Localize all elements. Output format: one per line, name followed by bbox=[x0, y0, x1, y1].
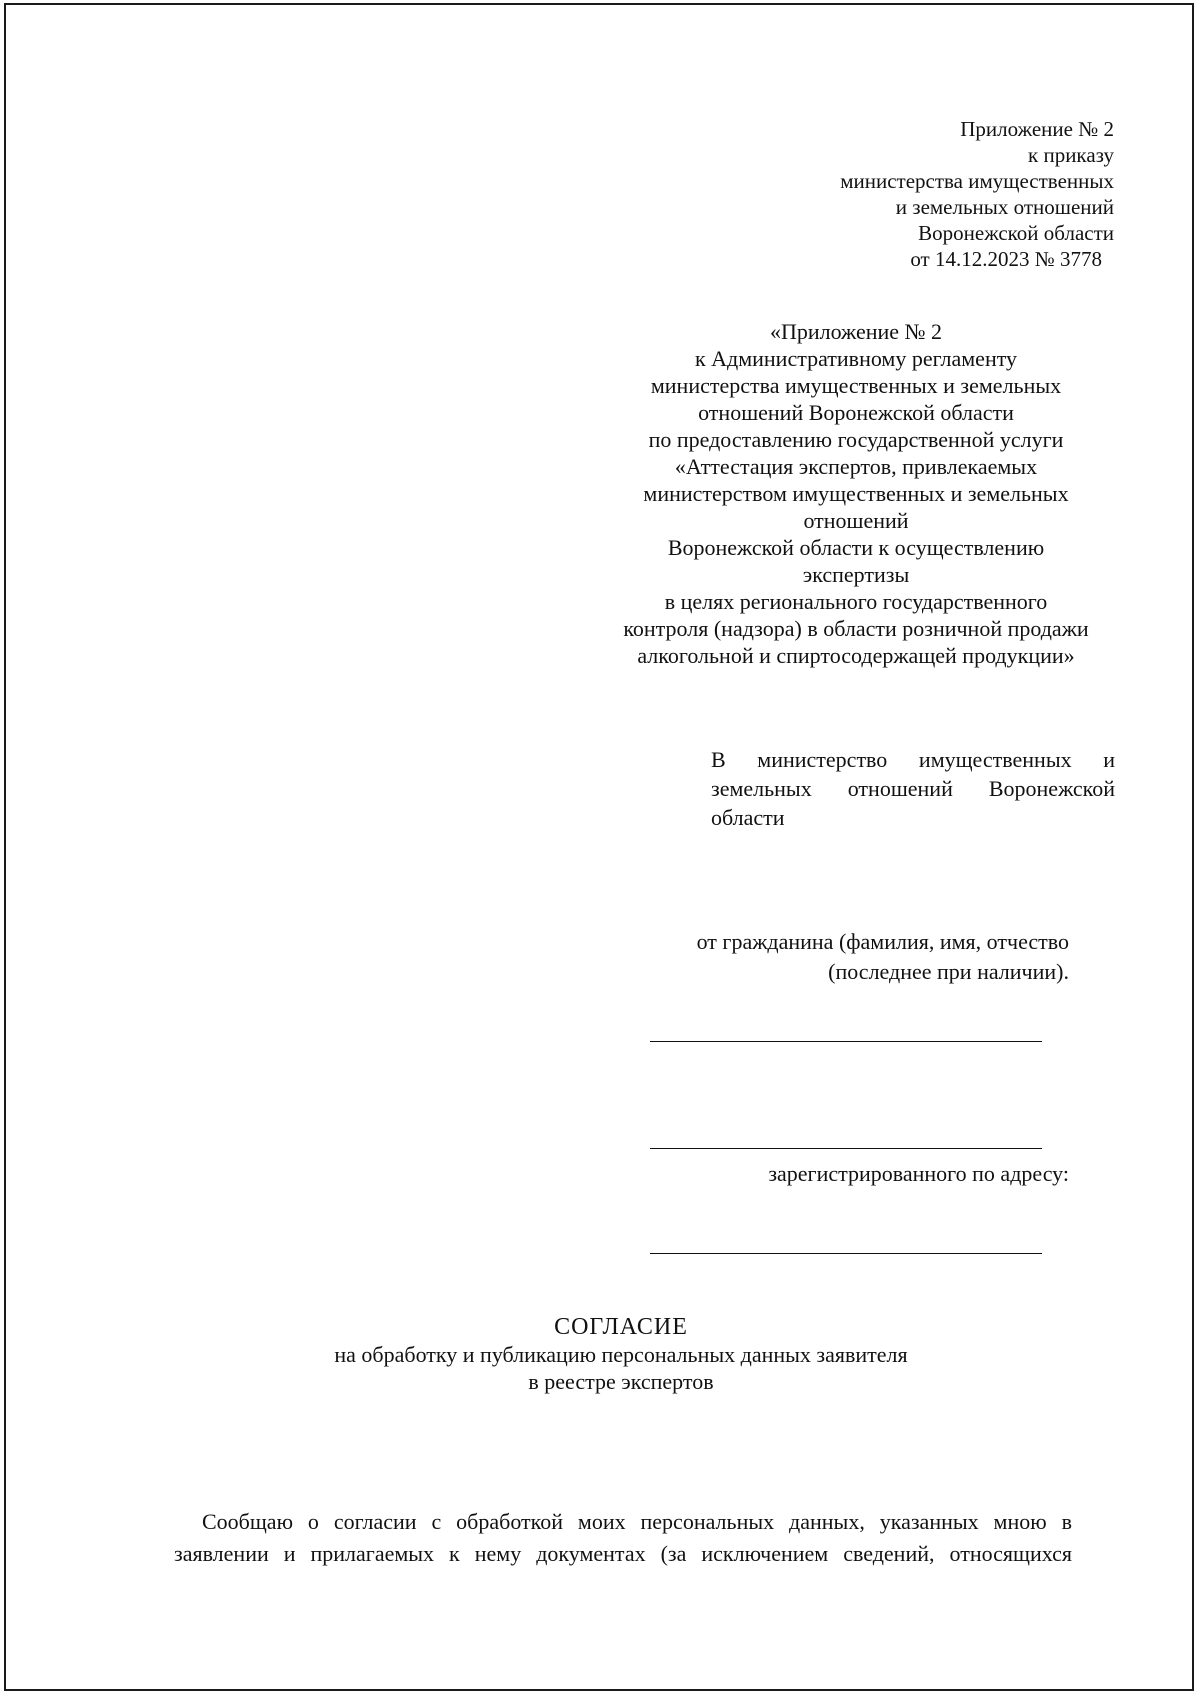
appendix-order-line: министерства имущественных bbox=[840, 169, 1114, 193]
regulation-line: «Приложение № 2 bbox=[769, 319, 943, 344]
regulation-line: в целях регионального государственного bbox=[664, 589, 1048, 614]
registered-address-label: зарегистрированного по адресу: bbox=[768, 1161, 1069, 1186]
regulation-line: министерства имущественных и земельных bbox=[650, 373, 1062, 398]
appendix-regulation-block bbox=[586, 318, 1126, 669]
regulation-line: «Аттестация экспертов, привлекаемых bbox=[674, 454, 1038, 479]
consent-title: СОГЛАСИЕ bbox=[554, 1314, 688, 1340]
regulation-line: по предоставлению государственной услуги bbox=[648, 427, 1064, 452]
name-fill-line bbox=[650, 1041, 1042, 1042]
applicant-block bbox=[697, 927, 1069, 987]
regulation-line: экспертизы bbox=[802, 562, 910, 587]
applicant-name-note: (последнее при наличии). bbox=[828, 959, 1069, 984]
appendix-order-line: Воронежской области bbox=[918, 221, 1114, 245]
name-fill-line bbox=[650, 1148, 1042, 1149]
addressee: В министерство имущественных и земельных отношений Воронежской области bbox=[711, 747, 1115, 830]
appendix-order-line: и земельных отношений bbox=[895, 195, 1114, 219]
appendix-order-line: к приказу bbox=[1028, 143, 1114, 167]
regulation-line: алкогольной и спиртосодержащей продукции» bbox=[637, 643, 1075, 668]
address-fill-line bbox=[650, 1253, 1042, 1254]
regulation-line: к Административному регламенту bbox=[694, 346, 1018, 371]
appendix-order-line: от 14.12.2023 № 3778 bbox=[910, 247, 1102, 271]
regulation-line: отношений Воронежской области bbox=[698, 400, 1014, 425]
consent-subtitle: на обработку и публикацию персональных данных заявителя bbox=[334, 1342, 908, 1367]
applicant-name-label: от гражданина (фамилия, имя, отчество bbox=[696, 929, 1069, 954]
appendix-order-line: Приложение № 2 bbox=[960, 117, 1114, 141]
regulation-line: министерством имущественных и земельных bbox=[643, 481, 1069, 506]
consent-subtitle: в реестре экспертов bbox=[528, 1369, 714, 1394]
appendix-order-block bbox=[840, 116, 1114, 272]
regulation-line: контроля (надзора) в области розничной продажи bbox=[623, 616, 1089, 641]
body-line: заявлении и прилагаемых к нему документах (за исключением сведений, относящихся bbox=[174, 1541, 1072, 1566]
consent-title-block bbox=[0, 1314, 1200, 1395]
regulation-line: Воронежской области к осуществлению bbox=[667, 535, 1045, 560]
consent-body bbox=[174, 1506, 1072, 1570]
body-line: Сообщаю о согласии с обработкой моих персональных данных, указанных мною в bbox=[202, 1509, 1072, 1534]
regulation-line: отношений bbox=[803, 508, 909, 533]
